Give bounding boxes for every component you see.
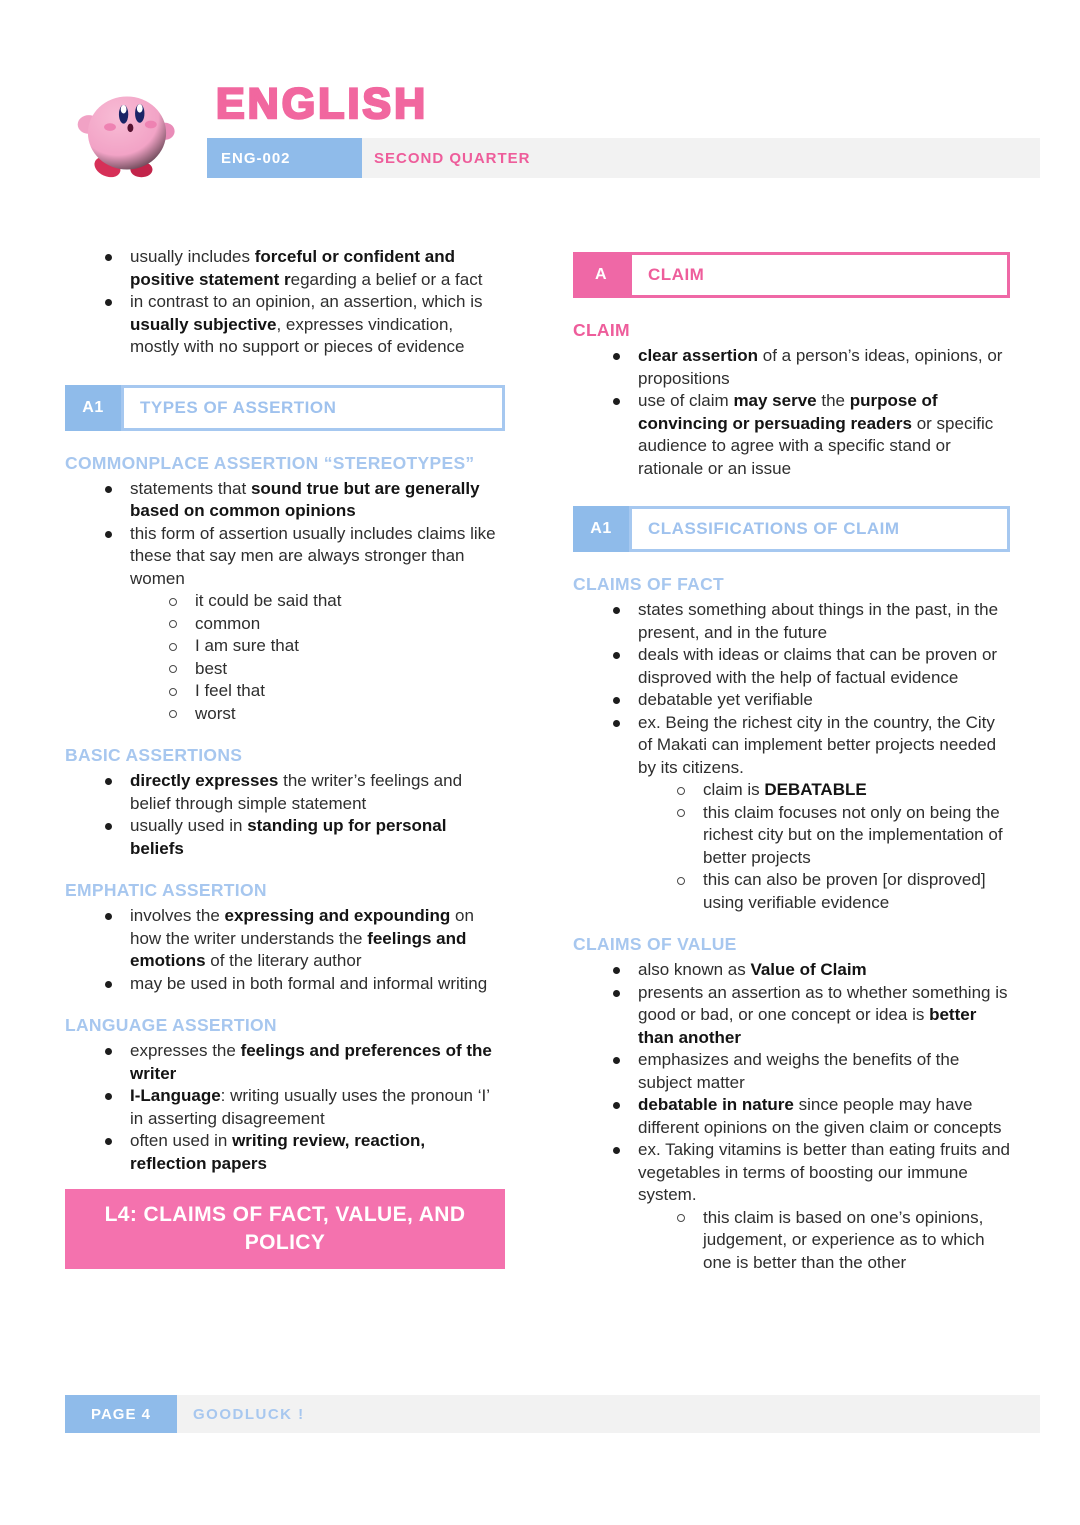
left-column xyxy=(65,246,505,1269)
bullet-item: ex. Taking vitamins is better than eating fruits and vegetables in terms of boosting our immune system. xyxy=(573,1139,1010,1207)
section-heading: LANGUAGE ASSERTION xyxy=(65,1015,277,1035)
section-header-title: CLASSIFICATIONS OF CLAIM xyxy=(629,506,1010,552)
bullet-item: also known as Value of Claim xyxy=(573,959,1010,982)
section-header-label-badge: A1 xyxy=(65,385,121,431)
bullet-item: usually used in standing up for personal beliefs xyxy=(65,815,505,860)
sub-bullet-item: this claim focuses not only on being the richest city but on the implementation of better projects xyxy=(573,802,1010,870)
sub-bullet-item: worst xyxy=(65,703,505,726)
bullet-list xyxy=(573,959,1010,1274)
subject-logo-title: ENGLISH xyxy=(216,80,429,128)
bullet-item: often used in writing review, reaction, reflection papers xyxy=(65,1130,505,1175)
section-heading: EMPHATIC ASSERTION xyxy=(65,880,267,900)
sub-bullet-item: common xyxy=(65,613,505,636)
bullet-item: clear assertion of a person’s ideas, opinions, or propositions xyxy=(573,345,1010,390)
page-number-badge: PAGE 4 xyxy=(65,1395,177,1433)
bullet-item: deals with ideas or claims that can be proven or disproved with the help of factual evidence xyxy=(573,644,1010,689)
section-heading: COMMONPLACE ASSERTION “STEREOTYPES” xyxy=(65,452,475,473)
page-footer-bar xyxy=(65,1395,1040,1433)
right-column xyxy=(573,246,1010,1274)
sub-bullet-item: best xyxy=(65,658,505,681)
bullet-list xyxy=(573,345,1010,480)
bullet-item: I-Language: writing usually uses the pronoun ‘I’ in asserting disagreement xyxy=(65,1085,505,1130)
section-header-box xyxy=(65,385,505,431)
content-columns xyxy=(65,246,1010,1274)
lesson-banner: L4: CLAIMS OF FACT, VALUE, AND POLICY xyxy=(65,1189,505,1269)
bullet-item: expresses the feelings and preferences of the writer xyxy=(65,1040,505,1085)
section-heading: CLAIMS OF FACT xyxy=(573,574,724,594)
course-header-bar xyxy=(207,138,1040,178)
section-header-label-badge: A xyxy=(573,252,629,298)
section-heading: CLAIMS OF VALUE xyxy=(573,934,737,954)
bullet-item: presents an assertion as to whether something is good or bad, or one concept or idea is better than another xyxy=(573,982,1010,1050)
bullet-list xyxy=(65,770,505,860)
bullet-item: involves the expressing and expounding on how the writer understands the feelings and emotions of the literary author xyxy=(65,905,505,973)
bullet-list xyxy=(573,599,1010,914)
bullet-item: debatable yet verifiable xyxy=(573,689,1010,712)
bullet-item: ex. Being the richest city in the country, the City of Makati can implement better projects needed by its citizens. xyxy=(573,712,1010,780)
kirby-mascot-icon xyxy=(76,80,178,186)
kirby-mascot-svg xyxy=(76,80,178,186)
sub-bullet-item: claim is DEBATABLE xyxy=(573,779,1010,802)
bullet-list xyxy=(65,478,505,726)
sub-bullet-item: this can also be proven [or disproved] using verifiable evidence xyxy=(573,869,1010,914)
bullet-list xyxy=(65,1040,505,1175)
bullet-item: states something about things in the past, in the present, and in the future xyxy=(573,599,1010,644)
sub-bullet-item: it could be said that xyxy=(65,590,505,613)
course-code-badge: ENG-002 xyxy=(207,138,362,178)
sub-bullet-item: I am sure that xyxy=(65,635,505,658)
bullet-item: emphasizes and weighs the benefits of the subject matter xyxy=(573,1049,1010,1094)
footer-message: GOODLUCK ! xyxy=(177,1395,1040,1433)
bullet-item: usually includes forceful or confident and positive statement regarding a belief or a fact xyxy=(65,246,505,291)
section-header-box xyxy=(573,506,1010,552)
bullet-item: in contrast to an opinion, an assertion, which is usually subjective, expresses vindication, mostly with no support or pieces of evidence xyxy=(65,291,505,359)
bullet-item: use of claim may serve the purpose of convincing or persuading readers or specific audience to agree with a specific stand or rationale or an issue xyxy=(573,390,1010,480)
sub-bullet-item: this claim is based on one’s opinions, judgement, or experience as to which one is better than the other xyxy=(573,1207,1010,1275)
section-header-title: TYPES OF ASSERTION xyxy=(121,385,505,431)
sub-bullet-item: I feel that xyxy=(65,680,505,703)
section-heading: BASIC ASSERTIONS xyxy=(65,745,243,765)
bullet-list xyxy=(65,246,505,359)
section-header-label-badge: A1 xyxy=(573,506,629,552)
bullet-item: statements that sound true but are generally based on common opinions xyxy=(65,478,505,523)
bullet-item: may be used in both formal and informal writing xyxy=(65,973,505,996)
quarter-label: SECOND QUARTER xyxy=(362,138,1040,178)
bullet-item: this form of assertion usually includes claims like these that say men are always stronger than women xyxy=(65,523,505,591)
section-header-title: CLAIM xyxy=(629,252,1010,298)
section-heading: CLAIM xyxy=(573,320,630,340)
bullet-list xyxy=(65,905,505,995)
bullet-item: directly expresses the writer’s feelings and belief through simple statement xyxy=(65,770,505,815)
section-header-box xyxy=(573,252,1010,298)
bullet-item: debatable in nature since people may have different opinions on the given claim or concepts xyxy=(573,1094,1010,1139)
